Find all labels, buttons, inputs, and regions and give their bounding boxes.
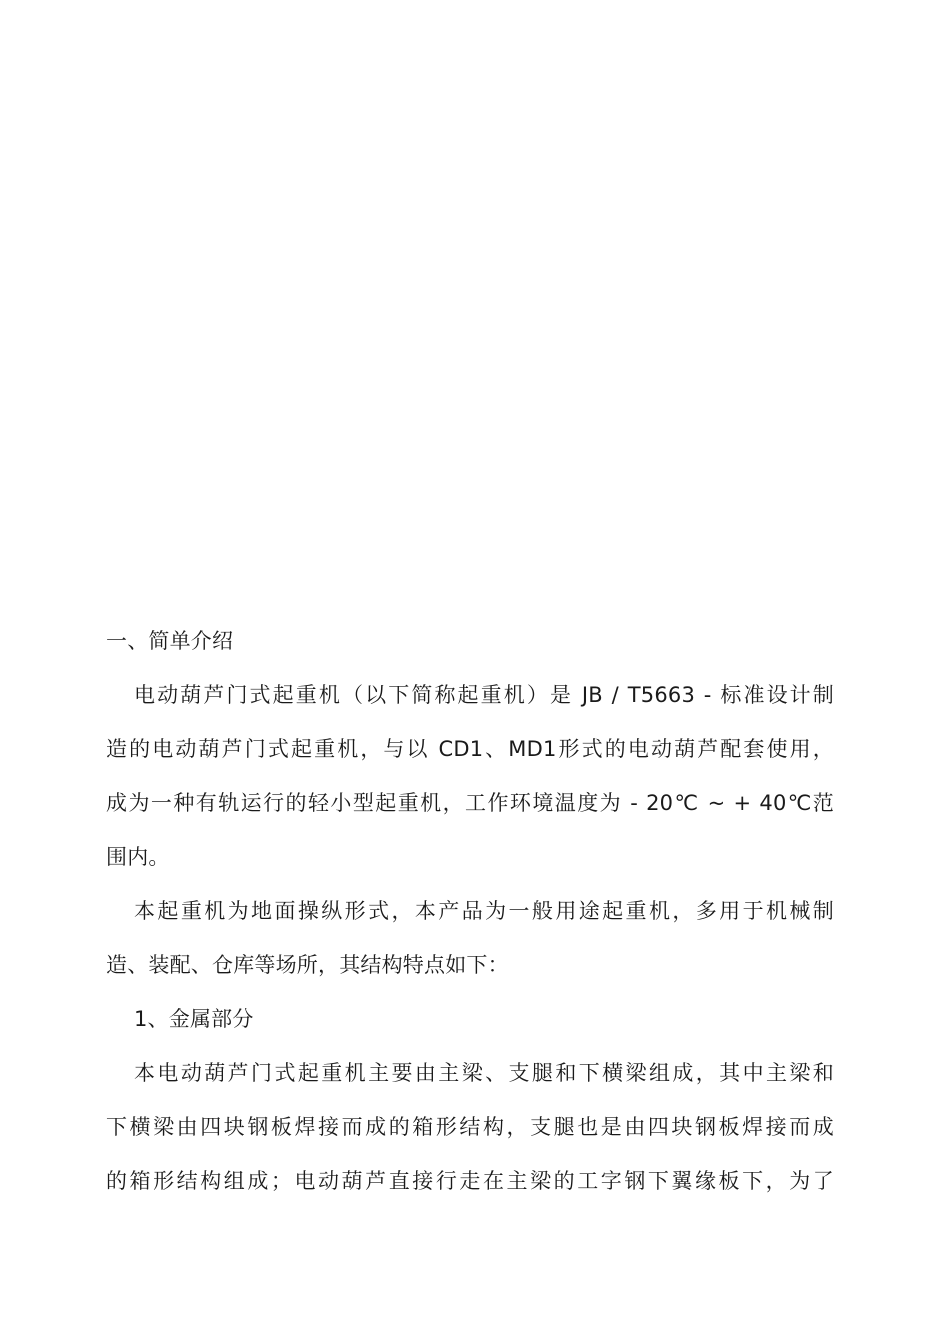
paragraph-line: 本起重机为地面操纵形式，本产品为一般用途起重机，多用于机械制 xyxy=(134,899,834,923)
paragraph-line: 造的电动葫芦门式起重机，与以 CD1、MD1形式的电动葫芦配套使用， xyxy=(106,737,834,761)
paragraph-line: 围内。 xyxy=(106,845,170,869)
section-heading: 一、简单介绍 xyxy=(106,629,234,653)
paragraph-line: 成为一种有轨运行的轻小型起重机，工作环境温度为 - 20℃ ~ + 40℃范 xyxy=(106,791,834,815)
paragraph-line: 造、装配、仓库等场所，其结构特点如下： xyxy=(106,953,509,977)
paragraph-line: 电动葫芦门式起重机（以下简称起重机）是 JB / T5663 - 标准设计制 xyxy=(134,683,834,707)
paragraph-line: 本电动葫芦门式起重机主要由主梁、支腿和下横梁组成，其中主梁和 xyxy=(134,1061,834,1085)
paragraph-line: 的箱形结构组成；电动葫芦直接行走在主梁的工字钢下翼缘板下，为了 xyxy=(106,1169,834,1193)
subsection-heading: 1、金属部分 xyxy=(134,1007,254,1031)
paragraph-line: 下横梁由四块钢板焊接而成的箱形结构，支腿也是由四块钢板焊接而成 xyxy=(106,1115,834,1139)
